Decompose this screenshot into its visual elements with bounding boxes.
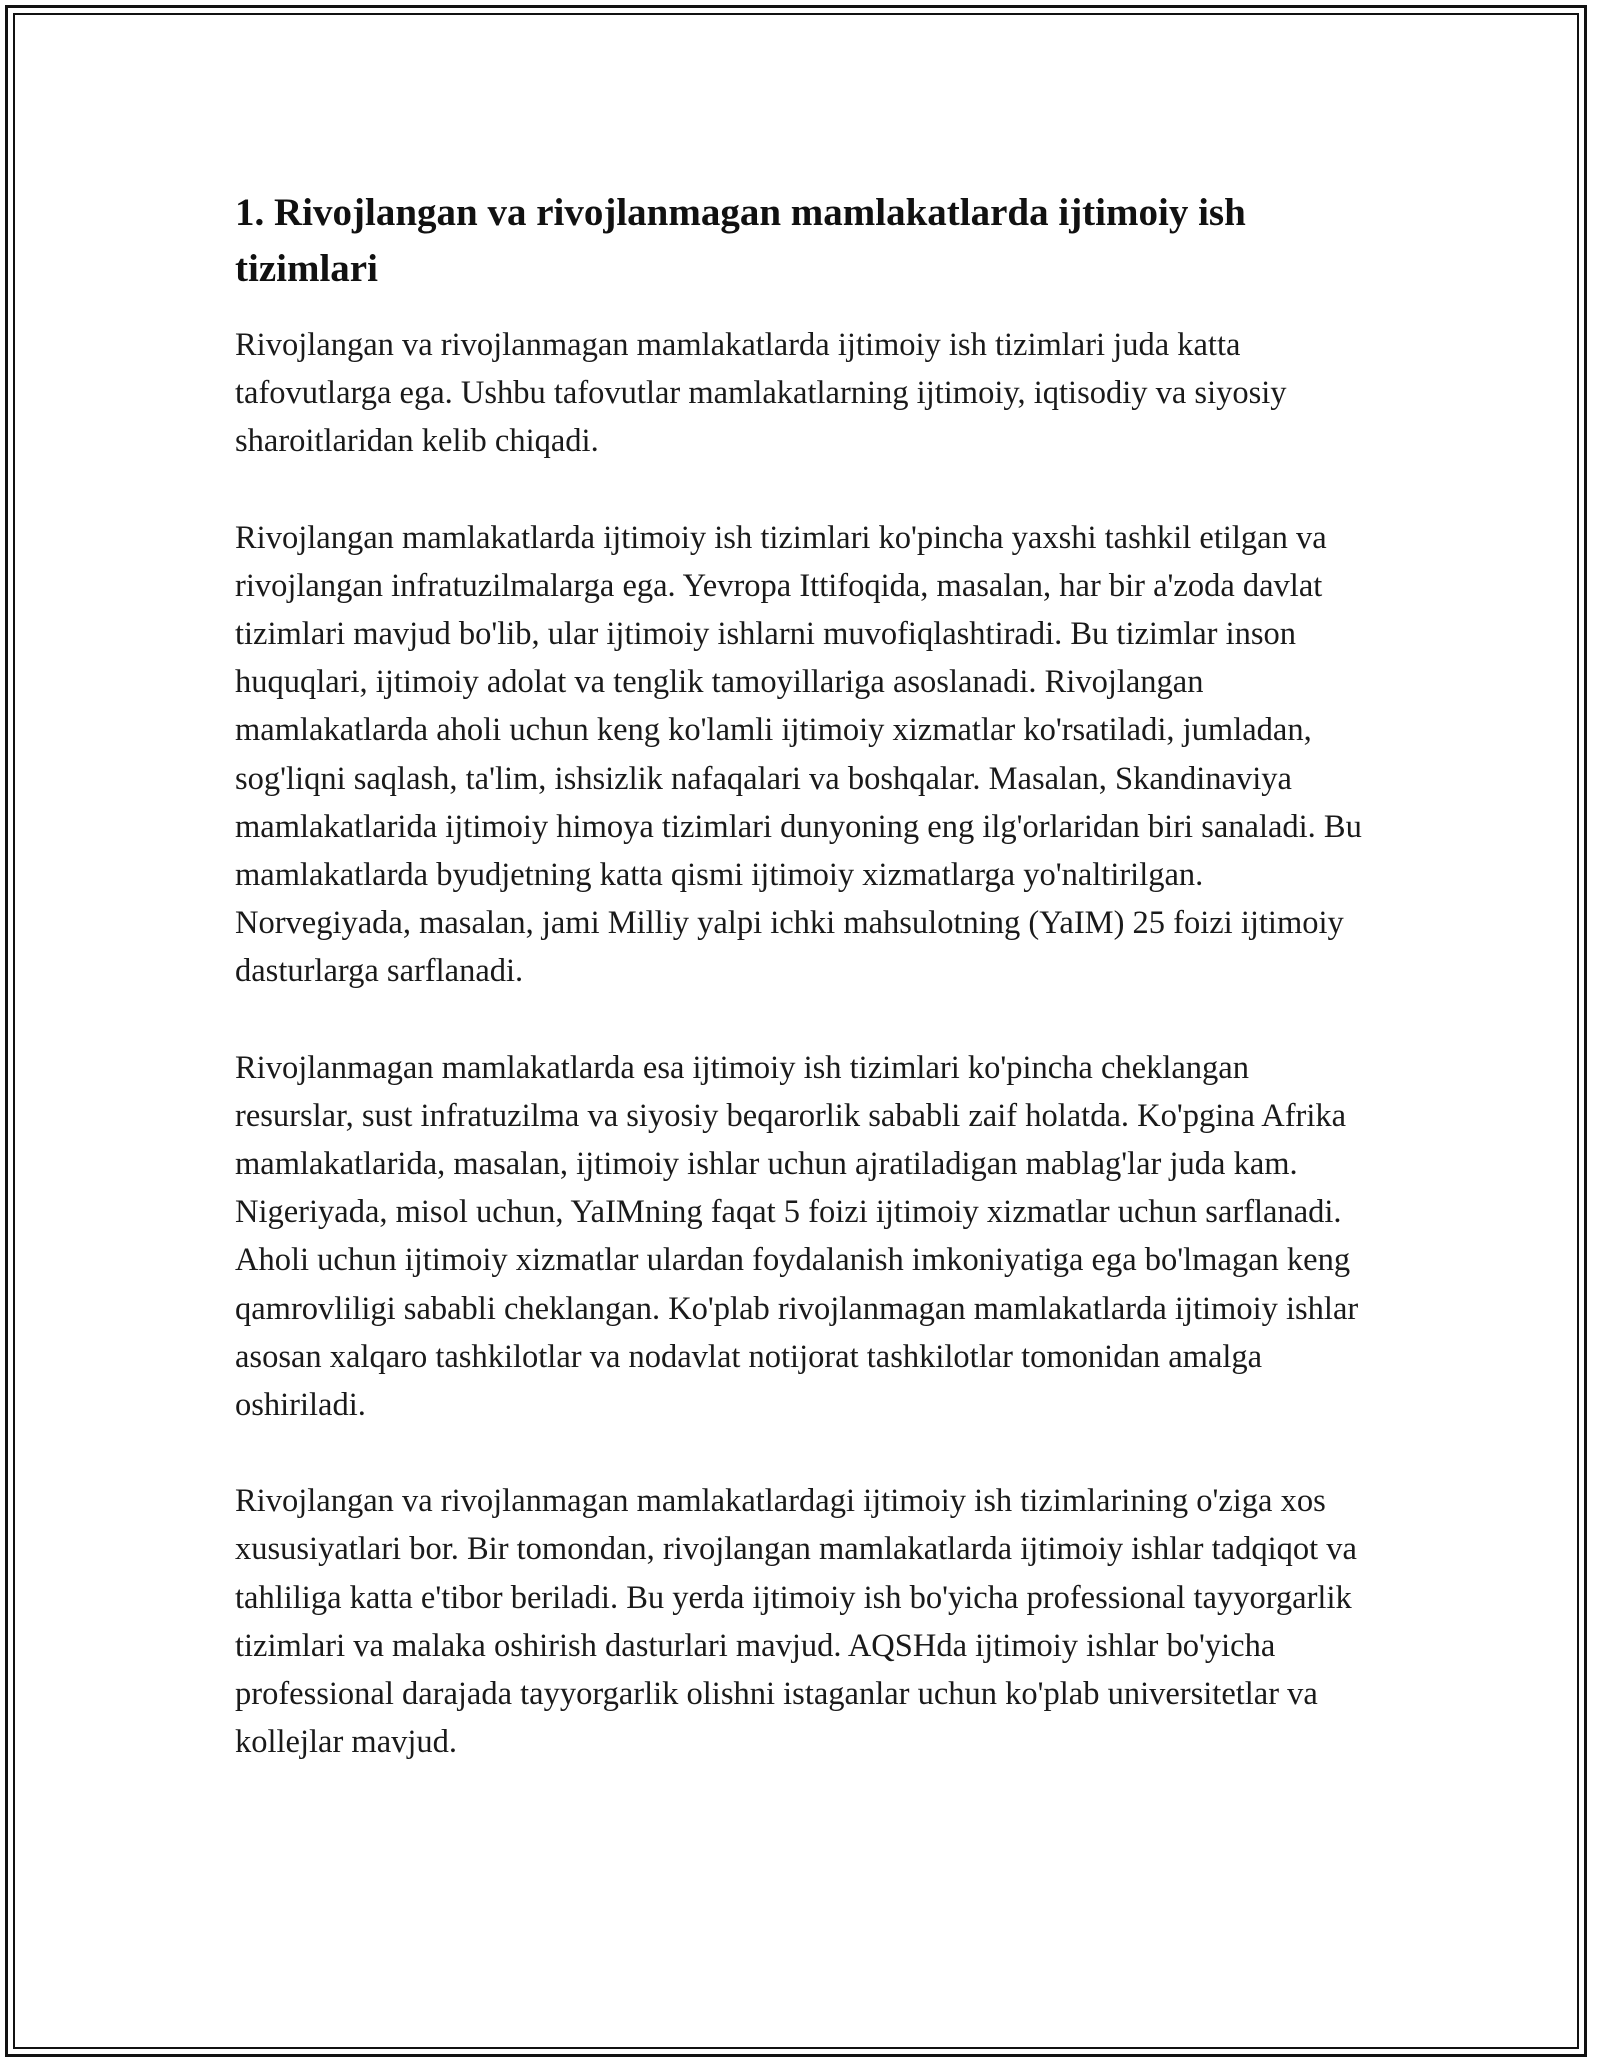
paragraph-intro: Rivojlangan va rivojlanmagan mamlakatlarda ijtimoiy ish tizimlari juda katta tafovutlarga ega. Ushbu tafovutlar mamlakatlarning ijtimoiy, iqtisodiy va siyosiy sharoitlaridan kelib chiqadi. xyxy=(235,327,1287,460)
section-heading: 1. Rivojlangan va rivojlanmagan mamlakatlarda ijtimoiy ish tizimlari xyxy=(235,191,1246,290)
paragraph-developed-countries: Rivojlangan mamlakatlarda ijtimoiy ish tizimlari ko'pincha yaxshi tashkil etilgan va rivojlangan infratuzilmalarga ega. Yevropa Ittifoqida, masalan, har bir a'zoda davlat tizimlari mavjud bo'lib, ular ijtimoiy ishlarni muvofiqlashtiradi. Bu tizimlar inson huquqlari, ijtimoiy adolat va tenglik tamoyillariga asoslanadi. Rivojlangan mamlakatlarda aholi uchun keng ko'lamli ijtimoiy xizmatlar ko'rsatiladi, jumladan, sog'liqni saqlash, ta'lim, ishsizlik nafaqalari va boshqalar. Masalan, Skandinaviya mamlakatlarida ijtimoiy himoya tizimlari dunyoning eng ilg'orlaridan biri sanaladi. Bu mamlakatlarda byudjetning katta qismi ijtimoiy xizmatlarga yo'naltirilgan. Norvegiyada, masalan, jami Milliy yalpi ichki mahsulotning (YaIM) 25 foizi ijtimoiy dasturlarga sarflanadi. xyxy=(235,519,1362,990)
document-body xyxy=(235,185,1370,1814)
paragraph-developing-countries: Rivojlanmagan mamlakatlarda esa ijtimoiy ish tizimlari ko'pincha cheklangan resurslar, sust infratuzilma va siyosiy beqarorlik sababli zaif holatda. Ko'pgina Afrika mamlakatlarida, masalan, ijtimoiy ishlar uchun ajratiladigan mablag'lar juda kam. Nigeriyada, misol uchun, YaIMning faqat 5 foizi ijtimoiy xizmatlar uchun sarflanadi. Aholi uchun ijtimoiy xizmatlar ulardan foydalanish imkoniyatiga ega bo'lmagan keng qamrovliligi sababli cheklangan. Ko'plab rivojlanmagan mamlakatlarda ijtimoiy ishlar asosan xalqaro tashkilotlar va nodavlat notijorat tashkilotlar tomonidan amalga oshiriladi. xyxy=(235,1049,1359,1424)
paragraph-distinctive-features: Rivojlangan va rivojlanmagan mamlakatlardagi ijtimoiy ish tizimlarining o'ziga xos xususiyatlari bor. Bir tomondan, rivojlangan mamlakatlarda ijtimoiy ishlar tadqiqot va tahliliga katta e'tibor beriladi. Bu yerda ijtimoiy ish bo'yicha professional tayyorgarlik tizimlari va malaka oshirish dasturlari mavjud. AQSHda ijtimoiy ishlar bo'yicha professional darajada tayyorgarlik olishni istaganlar uchun ko'plab universitetlar va kollejlar mavjud. xyxy=(235,1483,1357,1761)
